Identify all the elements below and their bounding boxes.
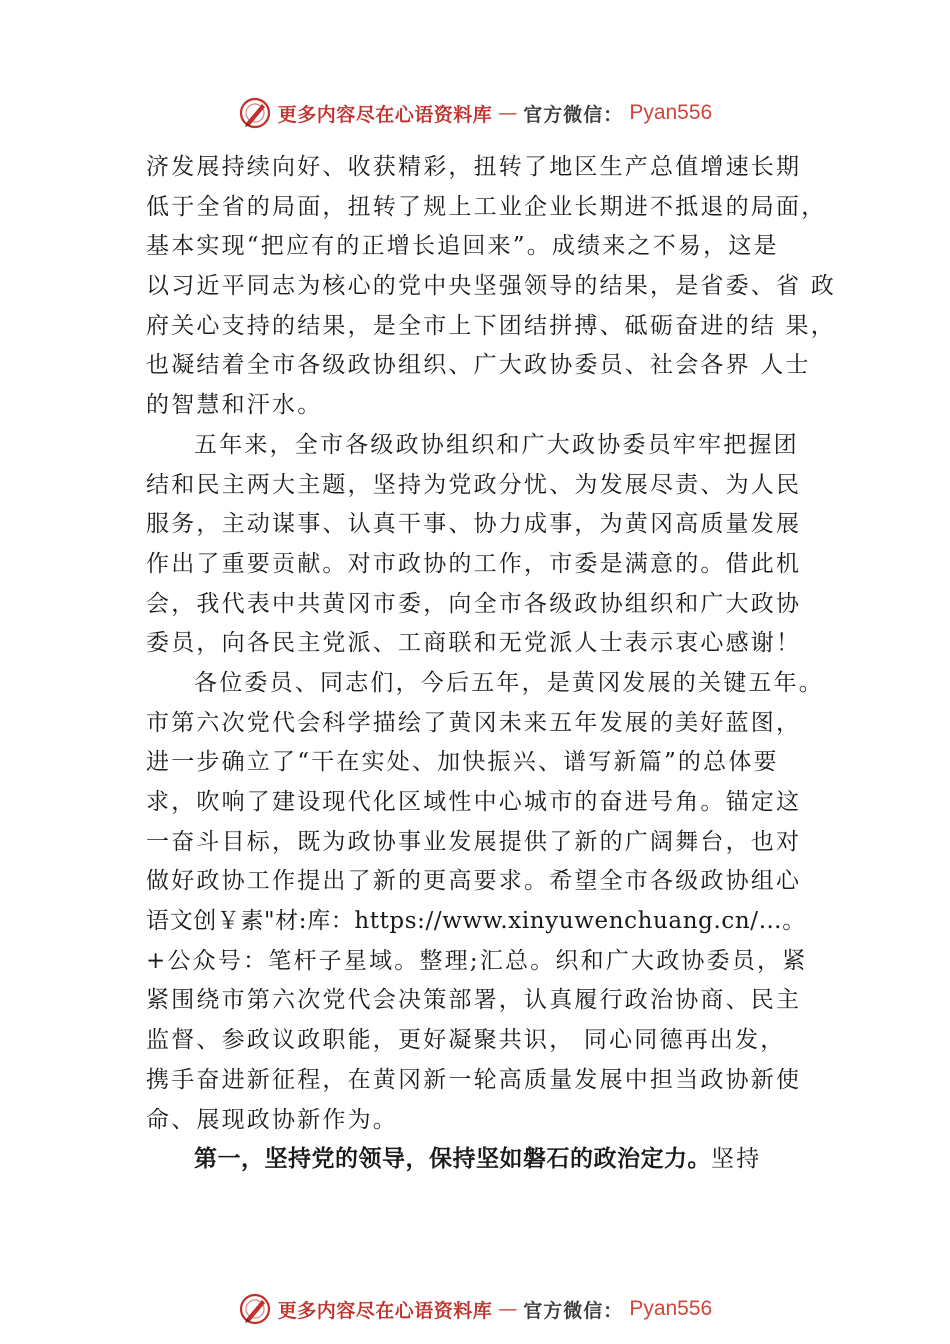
document-body: [146, 148, 836, 1180]
paragraph-line: +公众号：笔杆子星域。整理;汇总。织和广大政协委员，紧: [146, 947, 808, 974]
banner-wechat-id: Pyan556: [629, 1297, 713, 1320]
paragraph-line: 低于全省的局面，扭转了规上工业企业长期进不抵退的局面，: [146, 193, 827, 220]
paragraph-line: 作出了重要贡献。对市政协的工作，市委是满意的。借此机: [146, 550, 802, 577]
paragraph-line: 会，我代表中共黄冈市委，向全市各级政协组织和广大政协: [146, 590, 802, 617]
banner-wechat-id: Pyan556: [629, 101, 713, 124]
banner-site-text: 更多内容尽在心语资料库: [277, 103, 493, 126]
watermark-url-line: 语文创￥素"材:库：https://www.xinyuwenchuang.cn/…。: [146, 908, 806, 935]
paragraph-line: 济发展持续向好、收获精彩，扭转了地区生产总值增速长期: [146, 154, 802, 180]
paragraph-line: 基本实现“把应有的正增长追回来”。成绩来之不易，这是: [146, 233, 779, 260]
banner-official-label: 官方微信：: [523, 1299, 624, 1322]
paragraph-line: 各位委员、同志们，今后五年，是黄冈发展的关键五年。: [194, 669, 824, 696]
section-heading: 第一，坚持党的领导，保持坚如磐石的政治定力。: [194, 1146, 711, 1173]
paragraph-line: 做好政协工作提出了新的更高要求。希望全市各级政协组心: [146, 868, 802, 895]
banner-site-text: 更多内容尽在心语资料库: [277, 1299, 493, 1322]
logo-pen-icon: [238, 1292, 272, 1326]
paragraph-line: 的智慧和汗水。: [146, 392, 323, 419]
paragraph-line: 以习近平同志为核心的党中央坚强领导的结果，是省委、省 政: [146, 273, 836, 300]
paragraph-line: 命、展现政协新作为。: [146, 1106, 398, 1133]
paragraph-line: 结和民主两大主题，坚持为党政分忧、为发展尽责、为人民: [146, 471, 802, 498]
section-heading-line: [146, 1140, 836, 1180]
logo-pen-icon: [238, 96, 272, 130]
header-banner: [0, 93, 950, 133]
paragraph-line: 服务，主动谋事、认真干事、协力成事，为黄冈高质量发展: [146, 511, 802, 538]
paragraph-line: 也凝结着全市各级政协组织、广大政协委员、社会各界 人士: [146, 352, 811, 379]
banner-dash: —: [498, 102, 518, 124]
paragraph-line: 委员，向各民主党派、工商联和无党派人士表示衷心感谢！: [146, 630, 802, 657]
section-continuation: 坚持: [711, 1146, 762, 1173]
paragraph-line: 府关心支持的结果，是全市上下团结拼搏、砥砺奋进的结 果，: [146, 312, 836, 339]
paragraph-line: 一奋斗目标，既为政协事业发展提供了新的广阔舞台，也对: [146, 828, 802, 855]
paragraph-line: 监督、参政议政职能，更好凝聚共识， 同心同德再出发，: [146, 1027, 786, 1054]
paragraph-line: 紧围绕市第六次党代会决策部署，认真履行政治协商、民主: [146, 987, 802, 1014]
banner-dash: —: [498, 1298, 518, 1320]
footer-banner: [0, 1289, 950, 1329]
paragraph-line: 市第六次党代会科学描绘了黄冈未来五年发展的美好蓝图，: [146, 709, 802, 736]
paragraph-line: 携手奋进新征程，在黄冈新一轮高质量发展中担当政协新使: [146, 1066, 802, 1093]
paragraph-line: 五年来，全市各级政协组织和广大政协委员牢牢把握团: [194, 431, 799, 458]
paragraph-line: 进一步确立了“干在实处、加快振兴、谱写新篇”的总体要: [146, 749, 779, 776]
paragraph-line: 求，吹响了建设现代化区域性中心城市的奋进号角。锚定这: [146, 789, 802, 815]
banner-official-label: 官方微信：: [523, 103, 624, 126]
